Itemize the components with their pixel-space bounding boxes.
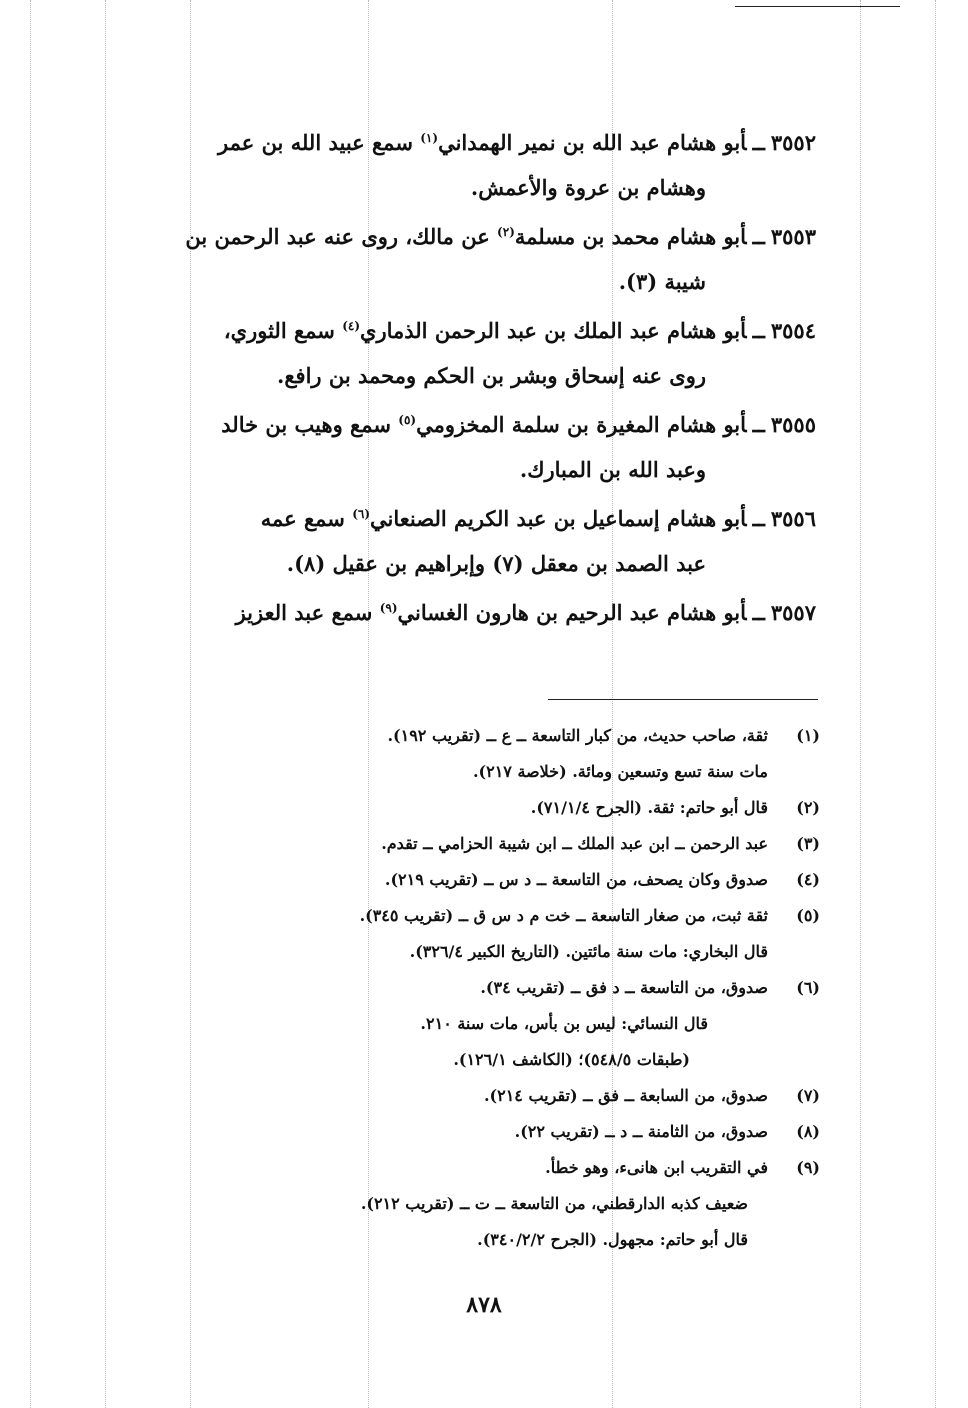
entry-text: أبو هشام عبد الله بن نمير الهمداني: [438, 130, 747, 155]
entry-text-cont: عن مالك، روى عنه عبد الرحمن بن: [185, 224, 490, 249]
footnote-number: (٢): [796, 798, 820, 817]
entry-3552: [126, 120, 816, 210]
footnote-9: [180, 1150, 820, 1186]
footnote-text: صدوق وكان يصحف، من التاسعة ــ د س ــ (تقريب ٢١٩).: [384, 870, 768, 889]
footnote-text: صدوق، من الثامنة ــ د ــ (تقريب ٢٢).: [514, 1122, 768, 1141]
entry-dash: ــ: [752, 318, 765, 343]
footnote-number: (٦): [796, 978, 820, 997]
footnote-text: قال أبو حاتم: مجهول. (الجرح ٣٤٠/٢/٢).: [477, 1230, 748, 1249]
footnote-4: [180, 862, 820, 898]
entry-number: ٣٥٥٤: [770, 318, 816, 343]
footnote-5-cont: [180, 934, 820, 970]
footnote-3: [180, 826, 820, 862]
entry-text: أبو هشام عبد الملك بن عبد الرحمن الذماري: [360, 318, 747, 343]
footnotes: [180, 718, 820, 1258]
entry-dash: ــ: [752, 506, 765, 531]
entry-dash: ــ: [752, 130, 765, 155]
footnote-ref: (٩): [379, 601, 398, 615]
footnote-text: صدوق، من التاسعة ــ د فق ــ (تقريب ٣٤).: [480, 978, 768, 997]
top-rule: [735, 6, 900, 7]
entry-dash: ــ: [752, 224, 765, 249]
footnote-number: (٥): [796, 906, 820, 925]
footnote-text: قال النسائي: ليس بن بأس، مات سنة ٢١٠.: [420, 1014, 708, 1033]
entry-number: ٣٥٥٥: [770, 412, 816, 437]
entry-3556: [126, 496, 816, 586]
entry-line2: شيبة (٣).: [618, 269, 706, 294]
footnote-text: صدوق، من السابعة ــ فق ــ (تقريب ٢١٤).: [483, 1086, 768, 1105]
scan-guide-line: [860, 0, 861, 1408]
footnote-6: [180, 970, 820, 1006]
entry-line2: وهشام بن عروة والأعمش.: [470, 175, 706, 200]
footnote-text: قال البخاري: مات سنة مائتين. (التاريخ الكبير ٣٢٦/٤).: [409, 942, 768, 961]
entry-number: ٣٥٥٦: [770, 506, 816, 531]
entry-dash: ــ: [752, 412, 765, 437]
entries-list: [126, 120, 816, 639]
footnote-text: عبد الرحمن ــ ابن عبد الملك ــ ابن شيبة الحزامي ــ تقدم.: [381, 834, 768, 853]
footnote-9-cont2: [180, 1222, 820, 1258]
footnote-9-cont: [180, 1186, 820, 1222]
footnote-number: (٧): [796, 1086, 820, 1105]
entry-text-cont: سمع عبيد الله بن عمر: [218, 130, 413, 155]
entry-text: أبو هشام المغيرة بن سلمة المخزومي: [416, 412, 747, 437]
entry-dash: ــ: [752, 600, 765, 625]
footnote-text: ثقة ثبت، من صغار التاسعة ــ خت م د س ق ــ (تقريب ٣٤٥).: [359, 906, 768, 925]
entry-text: أبو هشام عبد الرحيم بن هارون الغساني: [397, 600, 747, 625]
scan-guide-line: [30, 0, 31, 1408]
footnote-6-cont: [180, 1006, 820, 1042]
footnote-text: في التقريب ابن هانىء، وهو خطأ.: [545, 1158, 768, 1177]
footnote-7: [180, 1078, 820, 1114]
entry-line2: وعبد الله بن المبارك.: [519, 457, 706, 482]
footnote-text: قال أبو حاتم: ثقة. (الجرح ٧١/١/٤).: [530, 798, 768, 817]
footnote-2: [180, 790, 820, 826]
entry-3554: [126, 308, 816, 398]
entry-number: ٣٥٥٢: [770, 130, 816, 155]
footnote-number: (١): [796, 726, 820, 745]
footnote-1: [180, 718, 820, 754]
footnote-separator: [548, 699, 818, 700]
footnote-6-cont2: [180, 1042, 820, 1078]
entry-line2: روى عنه إسحاق وبشر بن الحكم ومحمد بن رافع.: [277, 363, 706, 388]
entry-number: ٣٥٥٣: [770, 224, 816, 249]
footnote-text: ثقة، صاحب حديث، من كبار التاسعة ــ ع ــ (تقريب ١٩٢).: [387, 726, 768, 745]
scan-guide-line: [935, 0, 936, 1408]
footnote-number: (٤): [796, 870, 820, 889]
entry-3553: [126, 214, 816, 304]
footnote-text: مات سنة تسع وتسعين ومائة. (خلاصة ٢١٧).: [472, 762, 768, 781]
entry-text-cont: سمع وهيب بن خالد: [221, 412, 391, 437]
footnote-text: ضعيف كذبه الدارقطني، من التاسعة ــ ت ــ (تقريب ٢١٢).: [360, 1194, 748, 1213]
entry-text-cont: سمع عمه: [260, 506, 345, 531]
footnote-ref: (١): [420, 131, 439, 145]
footnote-number: (٩): [796, 1158, 820, 1177]
footnote-number: (٣): [796, 834, 820, 853]
entry-text: أبو هشام إسماعيل بن عبد الكريم الصنعاني: [370, 506, 747, 531]
entry-text-cont: سمع الثوري،: [223, 318, 335, 343]
entry-3557: [126, 590, 816, 635]
footnote-ref: (٦): [352, 507, 371, 521]
entry-text: أبو هشام محمد بن مسلمة: [514, 224, 747, 249]
footnote-5: [180, 898, 820, 934]
footnote-8: [180, 1114, 820, 1150]
footnote-ref: (٤): [342, 319, 361, 333]
entry-text-cont: سمع عبد العزيز: [235, 600, 373, 625]
footnote-text: (طبقات ٥٤٨/٥)؛ (الكاشف ١٢٦/١).: [453, 1050, 690, 1069]
footnote-number: (٨): [796, 1122, 820, 1141]
entry-line2: عبد الصمد بن معقل (٧) وإبراهيم بن عقيل (٨).: [286, 551, 706, 576]
scan-guide-line: [105, 0, 106, 1408]
footnote-1-cont: [180, 754, 820, 790]
entry-number: ٣٥٥٧: [770, 600, 816, 625]
page-number: ٨٧٨: [466, 1292, 502, 1318]
footnote-ref: (٢): [497, 225, 515, 239]
footnote-ref: (٥): [398, 413, 417, 427]
entry-3555: [126, 402, 816, 492]
